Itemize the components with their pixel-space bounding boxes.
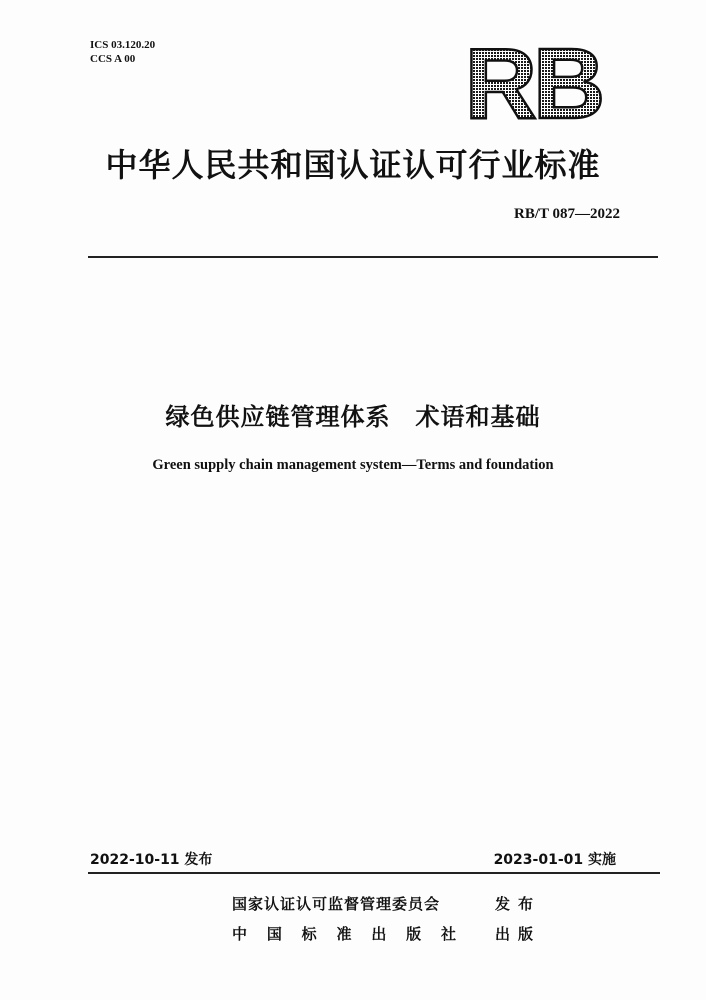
publisher-char: 国 — [266, 925, 282, 943]
standard-code: RB/T 087—2022 — [514, 206, 620, 222]
ics-code: ICS 03.120.20 — [90, 39, 156, 51]
rb-logo — [458, 40, 608, 124]
ccs-code: CCS A 00 — [90, 53, 136, 65]
classification-codes — [90, 38, 155, 66]
issue-date: 2022-10-11 发布 — [90, 852, 213, 868]
issuing-action: 发布 — [495, 895, 542, 913]
implementation-date: 2023-01-01 实施 — [493, 852, 616, 868]
publishing-house — [232, 923, 456, 944]
standard-title-cn: 绿色供应链管理体系 术语和基础 — [165, 403, 541, 431]
standard-title-en: Green supply chain management system—Terms and foundation — [152, 457, 554, 473]
svg-text:RB: RB — [464, 40, 602, 124]
national-standard-title: 中华人民共和国认证认可行业标准 — [105, 146, 601, 184]
bottom-divider — [88, 872, 660, 874]
publisher-char: 中 — [232, 925, 248, 943]
publisher-char: 准 — [336, 925, 352, 943]
top-divider — [88, 256, 658, 258]
issuing-authority: 国家认证认可监督管理委员会 — [232, 895, 441, 913]
publisher-char: 出 — [371, 925, 387, 943]
publisher-char: 版 — [406, 925, 422, 943]
publisher-char: 标 — [301, 925, 317, 943]
publisher-char: 社 — [440, 925, 456, 943]
publishing-action: 出版 — [495, 925, 542, 943]
